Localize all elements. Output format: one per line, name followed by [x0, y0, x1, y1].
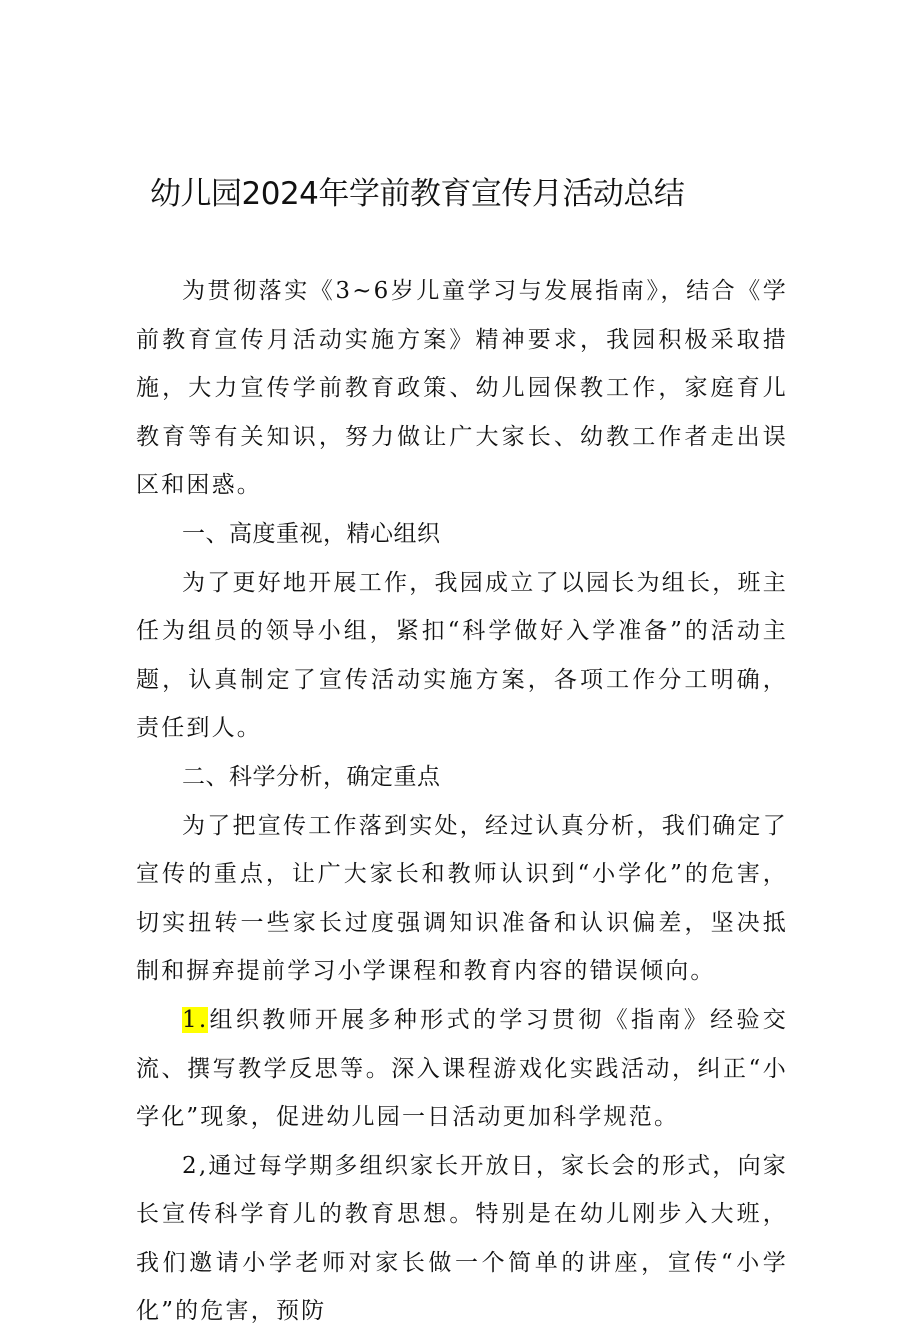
list-item-1-text: 组织教师开展多种形式的学习贯彻《指南》经验交流、撰写教学反思等。深入课程游戏化实践活动，纠正“小学化”现象，促进幼儿园一日活动更加科学规范。: [136, 1006, 788, 1131]
section-2-paragraph: 为了把宣传工作落到实处，经过认真分析，我们确定了宣传的重点，让广大家长和教师认识到“小学化”的危害，切实扭转一些家长过度强调知识准备和认识偏差，坚决抵制和摒弃提前学习小学课程和教育内容的错误倾向。: [136, 812, 788, 985]
highlighted-item-number: 1.: [182, 1006, 209, 1033]
document-body: [136, 267, 788, 1336]
list-item-1: [136, 996, 788, 1142]
intro-paragraph: 为贯彻落实《3~6岁儿童学习与发展指南》，结合《学前教育宣传月活动实施方案》精神要求，我园积极采取措施，大力宣传学前教育政策、幼儿园保教工作，家庭育儿教育等有关知识，努力做让广大家长、幼教工作者走出误区和困惑。: [136, 278, 788, 499]
document-title: 幼儿园2024年学前教育宣传月活动总结: [150, 176, 685, 212]
list-item-2: 2,通过每学期多组织家长开放日，家长会的形式，向家长宣传科学育儿的教育思想。特别是在幼儿刚步入大班，我们邀请小学老师对家长做一个简单的讲座，宣传“小学化”的危害，预防: [136, 1152, 788, 1325]
section-heading-2: 二、科学分析，确定重点: [182, 763, 441, 790]
section-1-paragraph: 为了更好地开展工作，我园成立了以园长为组长，班主任为组员的领导小组，紧扣“科学做好入学准备”的活动主题，认真制定了宣传活动实施方案，各项工作分工明确，责任到人。: [136, 569, 788, 742]
section-heading-1: 一、高度重视，精心组织: [182, 520, 441, 547]
